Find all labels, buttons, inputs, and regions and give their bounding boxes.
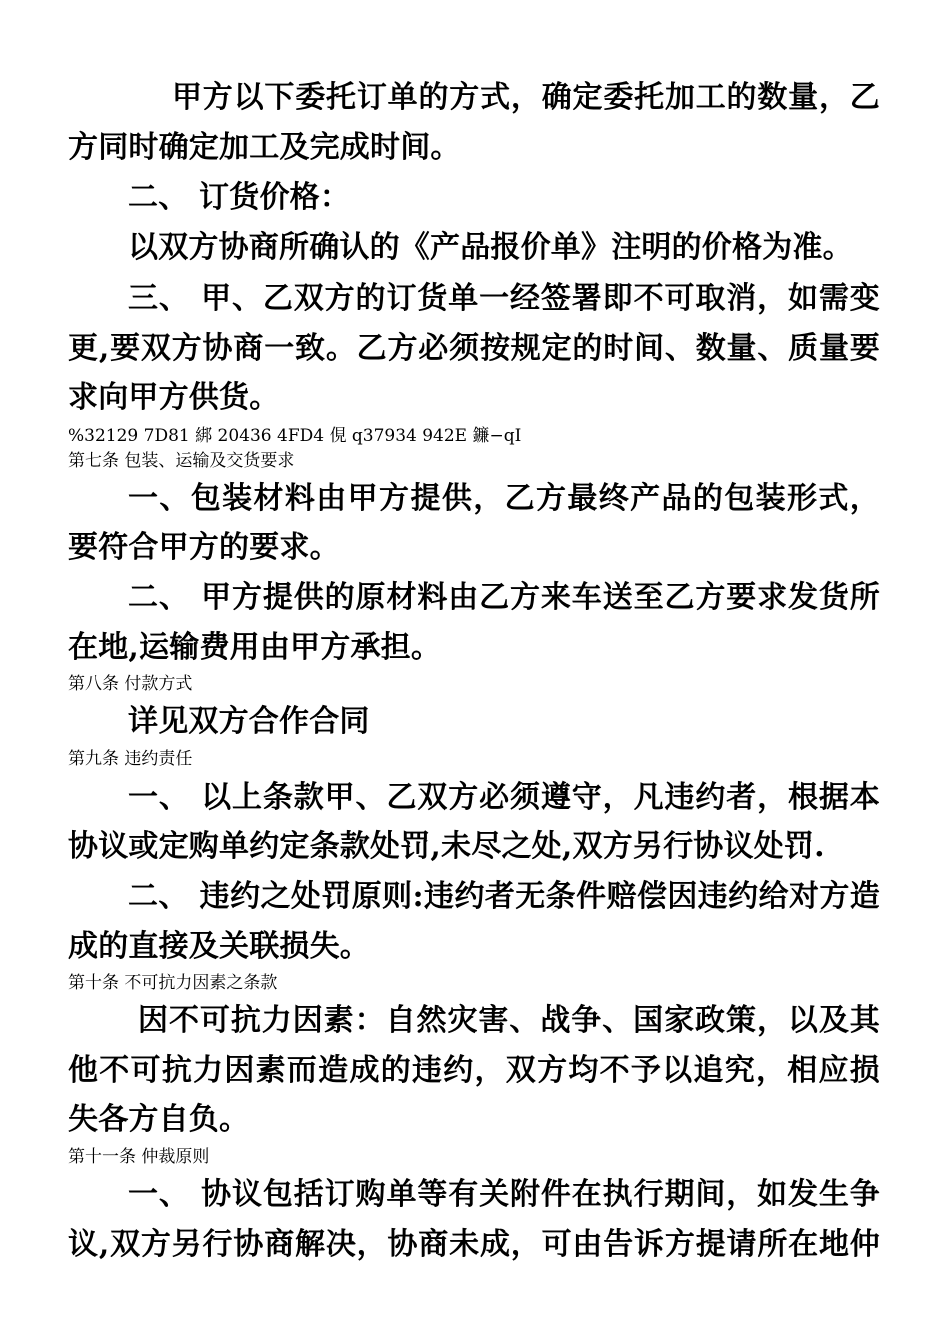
article-heading: 第七条 包装、运输及交货要求 [68, 451, 295, 471]
paragraph-line: 协议或定购单约定条款处罚,未尽之处,双方另行协议处罚. [68, 829, 825, 864]
paragraph-line: 求向甲方供货。 [68, 380, 280, 415]
section-heading: 二、 订货价格： [128, 180, 351, 215]
paragraph-line: 失各方自负。 [68, 1102, 250, 1137]
paragraph-line: 甲方以下委托订单的方式，确定委托加工的数量，乙 [172, 80, 880, 115]
paragraph-line: 成的直接及关联损失。 [68, 929, 370, 964]
paragraph-line: 在地,运输费用由甲方承担。 [68, 630, 442, 665]
paragraph-line: 二、 甲方提供的原材料由乙方来车送至乙方要求发货所 [128, 580, 880, 615]
paragraph-line: 详见双方合作合同 [128, 704, 370, 739]
article-heading: 第九条 违约责任 [68, 749, 193, 769]
paragraph-line: 二、 违约之处罚原则:违约者无条件赔偿因违约给对方造 [128, 879, 880, 914]
paragraph-line: 一、 协议包括订购单等有关附件在执行期间，如发生争 [128, 1177, 880, 1212]
paragraph-line: 要符合甲方的要求。 [68, 530, 340, 565]
article-heading: 第八条 付款方式 [68, 674, 193, 694]
paragraph-line: 议,双方另行协商解决，协商未成，可由告诉方提请所在地仲 [68, 1227, 880, 1262]
article-heading: 第十一条 仲裁原则 [68, 1147, 210, 1167]
paragraph-line: 三、 甲、乙双方的订货单一经签署即不可取消，如需变 [128, 281, 880, 316]
paragraph-line: 方同时确定加工及完成时间。 [68, 130, 461, 165]
garbled-code-line: %32129 7D81 綁 20436 4FD4 俔 q37934 942E 鐮−qI [68, 426, 522, 446]
paragraph-line: 他不可抗力因素而造成的违约，双方均不予以追究，相应损 [68, 1053, 880, 1088]
paragraph-line: 一、包装材料由甲方提供，乙方最终产品的包装形式， [128, 481, 880, 516]
paragraph-line: 更,要双方协商一致。乙方必须按规定的时间、数量、质量要 [68, 331, 880, 366]
paragraph-line: 以双方协商所确认的《产品报价单》注明的价格为准。 [128, 230, 853, 265]
paragraph-line: 因不可抗力因素：自然灾害、战争、国家政策，以及其 [138, 1003, 880, 1038]
article-heading: 第十条 不可抗力因素之条款 [68, 973, 278, 993]
paragraph-line: 一、 以上条款甲、乙双方必须遵守，凡违约者，根据本 [128, 780, 880, 815]
